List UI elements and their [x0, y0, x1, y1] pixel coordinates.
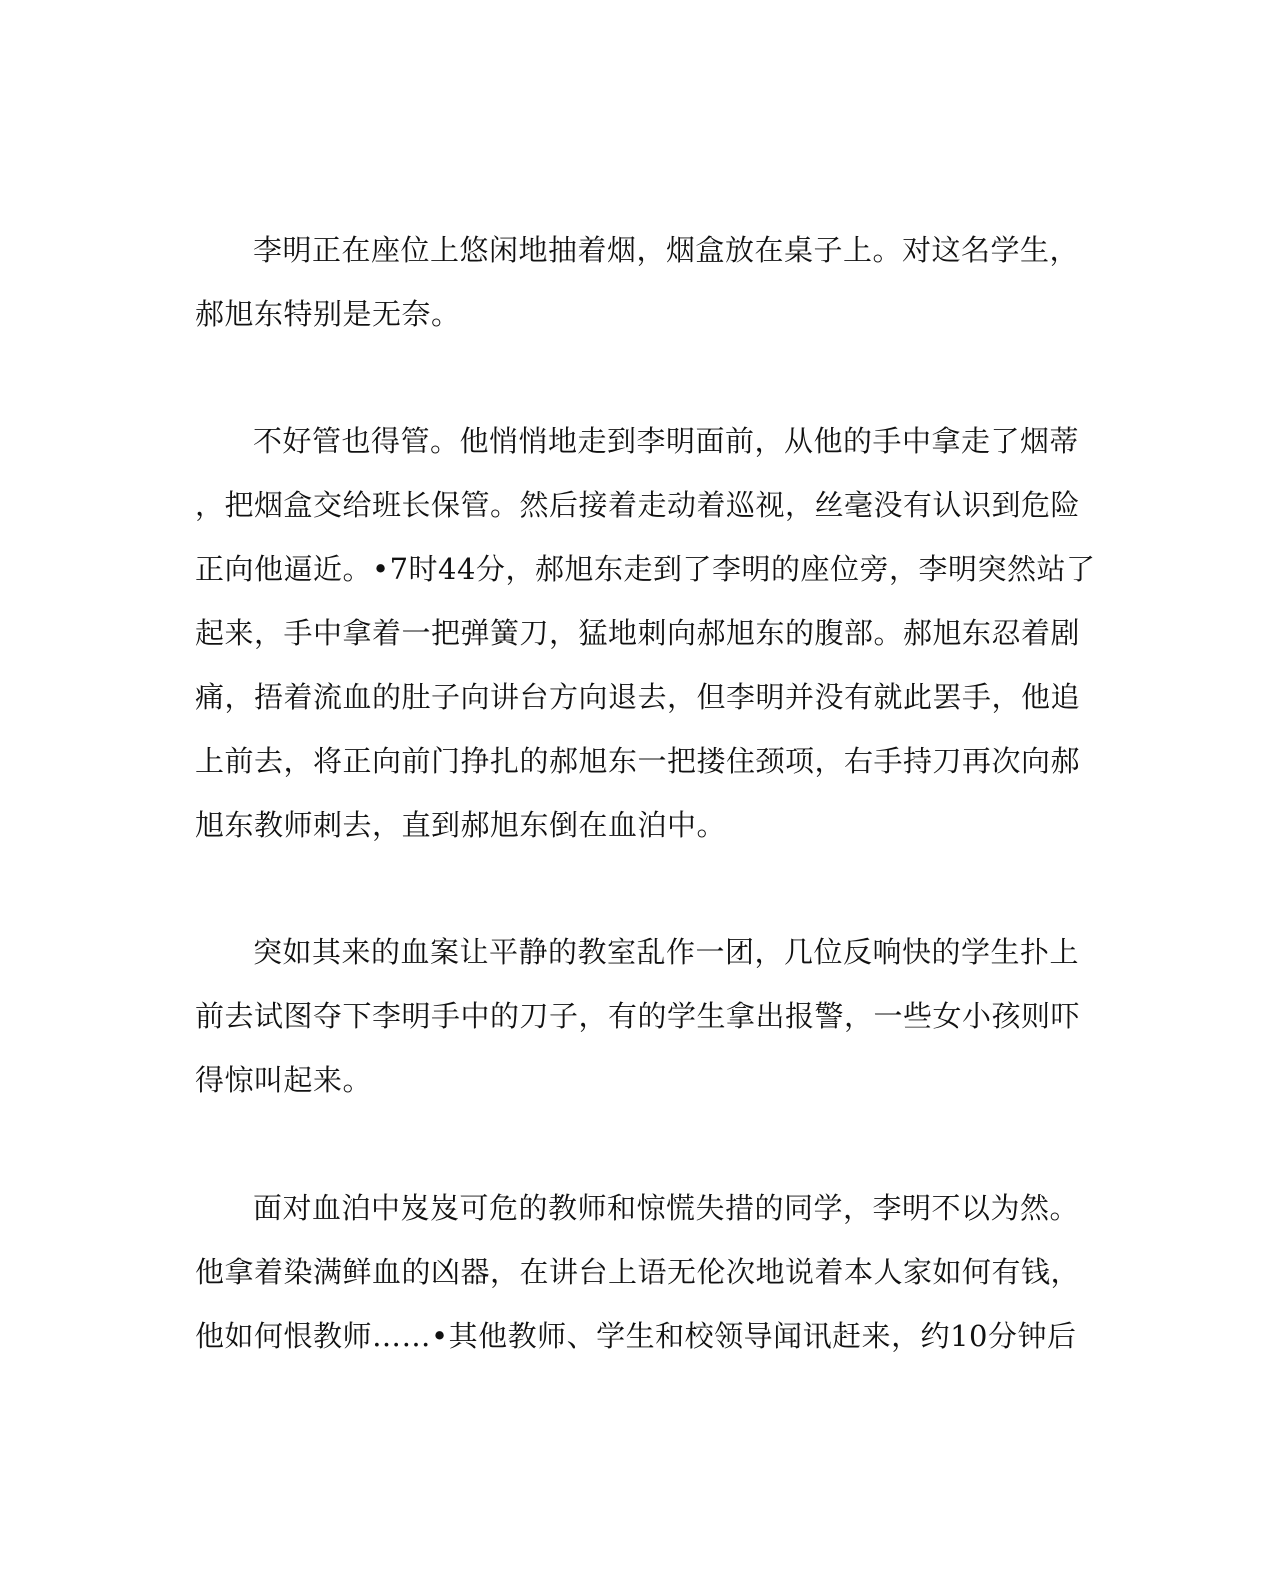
paragraph-2-line-4: 起来，手中拿着一把弹簧刀，猛地刺向郝旭东的腹部。郝旭东忍着剧 — [195, 616, 1081, 650]
paragraph-2-line-7: 旭东教师刺去，直到郝旭东倒在血泊中。 — [195, 808, 727, 842]
paragraph-3-line-3: 得惊叫起来。 — [195, 1063, 373, 1097]
paragraph-3-line-1: 突如其来的血案让平静的教室乱作一团，几位反响快的学生扑上 — [253, 935, 1080, 969]
paragraph-1-line-2: 郝旭东特别是无奈。 — [195, 297, 461, 331]
paragraph-4-line-2: 他拿着染满鲜血的凶器，在讲台上语无伦次地说着本人家如何有钱， — [195, 1255, 1081, 1289]
paragraph-4-line-1: 面对血泊中岌岌可危的教师和惊慌失措的同学，李明不以为然。 — [253, 1191, 1080, 1225]
paragraph-2-line-6: 上前去，将正向前门挣扎的郝旭东一把搂住颈项，右手持刀再次向郝 — [195, 744, 1081, 778]
paragraph-1-line-1: 李明正在座位上悠闲地抽着烟，烟盒放在桌子上。对这名学生， — [253, 233, 1080, 267]
paragraph-2-line-2: ，把烟盒交给班长保管。然后接着走动着巡视，丝毫没有认识到危险 — [195, 488, 1081, 522]
paragraph-2-line-1: 不好管也得管。他悄悄地走到李明面前，从他的手中拿走了烟蒂 — [253, 424, 1080, 458]
paragraph-2-line-5: 痛，捂着流血的肚子向讲台方向退去，但李明并没有就此罢手，他追 — [195, 680, 1081, 714]
paragraph-2-line-3: 正向他逼近。•7时44分，郝旭东走到了李明的座位旁，李明突然站了 — [195, 552, 1096, 586]
paragraph-4-line-3: 他如何恨教师……•其他教师、学生和校领导闻讯赶来，约10分钟后 — [195, 1319, 1077, 1353]
paragraph-3-line-2: 前去试图夺下李明手中的刀子，有的学生拿出报警，一些女小孩则吓 — [195, 999, 1081, 1033]
